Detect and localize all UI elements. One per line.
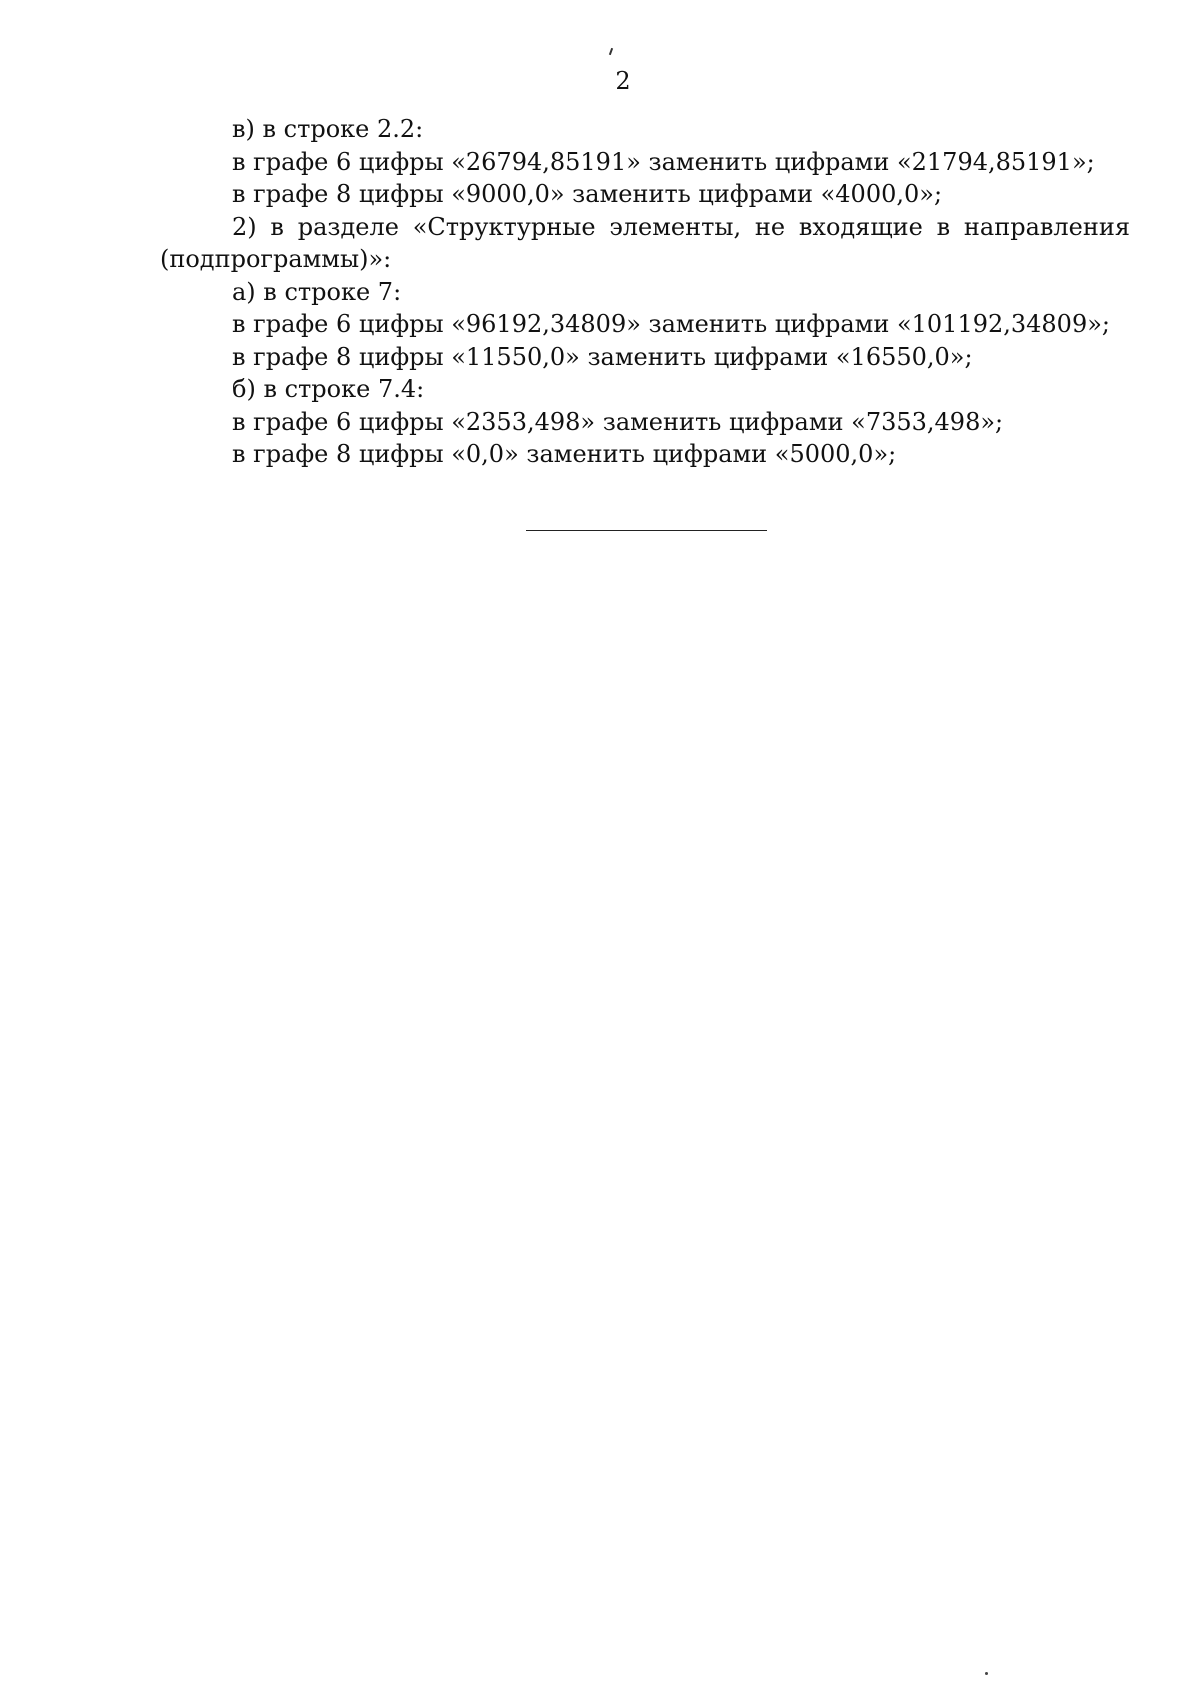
- clause-a-column-8: в графе 8 цифры «11550,0» заменить цифрами «16550,0»;: [232, 342, 973, 371]
- scan-mark: [609, 48, 613, 55]
- clause-b-heading: б) в строке 7.4:: [232, 375, 425, 403]
- clause-a-heading: а) в строке 7:: [232, 277, 402, 306]
- end-separator-line: [526, 530, 767, 531]
- document-body: [160, 113, 1130, 471]
- clause-b-column-6: в графе 6 цифры «2353,498» заменить цифрами «7353,498»;: [232, 407, 1004, 436]
- clause-b-column-8: в графе 8 цифры «0,0» заменить цифрами «5000,0»;: [232, 440, 897, 468]
- scan-dot: [985, 1672, 988, 1675]
- clause-v-heading: в) в строке 2.2:: [232, 115, 424, 143]
- page-number: 2: [615, 67, 631, 95]
- clause-v-column-6: в графе 6 цифры «26794,85191» заменить цифрами «21794,85191»;: [232, 147, 1095, 176]
- clause-v-column-8: в графе 8 цифры «9000,0» заменить цифрами «4000,0»;: [232, 180, 943, 208]
- section-2-heading: 2) в разделе «Структурные элементы, не входящие в направления (подпрограммы)»:: [160, 212, 1130, 273]
- clause-a-column-6: в графе 6 цифры «96192,34809» заменить цифрами «101192,34809»;: [232, 310, 1110, 338]
